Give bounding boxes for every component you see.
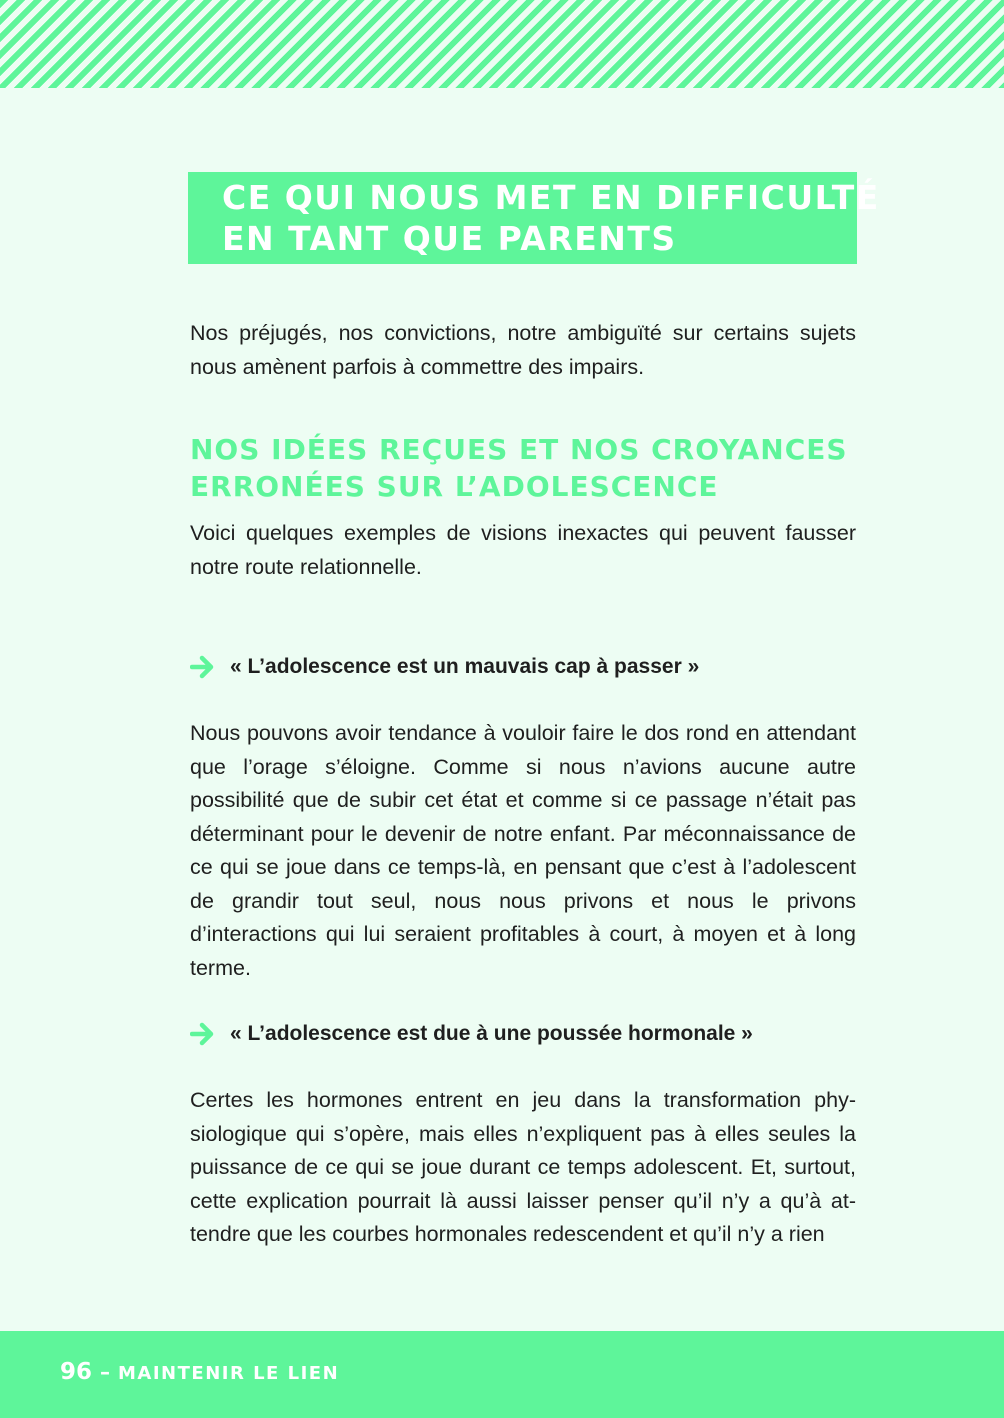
intro-paragraph: Nos préjugés, nos convictions, notre ambiguïté sur certains sujets nous amènent parfois à commettre des impairs. xyxy=(190,321,856,379)
section-heading-line-1: NOS IDÉES REÇUES ET NOS CROYANCES xyxy=(190,433,848,466)
belief-quote-2: « L’adolescence est due à une poussée hormonale » xyxy=(230,1022,753,1045)
chapter-title-box xyxy=(188,172,880,264)
belief-heading-1 xyxy=(190,650,856,684)
section-intro-paragraph: Voici quelques exemples de visions inexactes qui peuvent fausser notre route relationnelle. xyxy=(190,521,856,579)
arrow-right-icon xyxy=(190,1022,216,1046)
chapter-name: MAINTENIR LE LIEN xyxy=(118,1363,340,1384)
page-footer xyxy=(0,1331,1004,1418)
footer-label xyxy=(60,1359,339,1385)
decorative-stripe-band xyxy=(0,0,1004,88)
chapter-title-line-2: EN TANT QUE PARENTS xyxy=(222,219,677,258)
belief-quote-1: « L’adolescence est un mauvais cap à passer » xyxy=(230,655,700,678)
section-heading-line-2: ERRONÉES SUR L’ADOLESCENCE xyxy=(190,470,719,503)
footer-separator: – xyxy=(100,1360,111,1384)
chapter-title-line-1: CE QUI NOUS MET EN DIFFICULTÉ xyxy=(222,178,880,217)
belief-paragraph-2: Certes les hormones entrent en jeu dans la transformation physiologique qui s’opère, mais elles n’expliquent pas à elles seules la puissance de ce qui se joue durant ce temps adolescent. Et, surtout, cette explication pourrait là aussi laisser penser qu’il n’y a qu’à attendre que les courbes hormonales redescendent et qu’il n’y a rien xyxy=(190,1088,856,1246)
belief-paragraph-1: Nous pouvons avoir tendance à vouloir faire le dos rond en attendant que l’orage s’éloigne. Comme si nous n’avions aucune autre possibilité que de subir cet état et comme si ce passage n’était pas déterminant pour le devenir de notre enfant. Par méconnaissance de ce qui se joue dans ce temps-là, en pensant que c’est à l’adolescent de grandir tout seul, nous nous privons et nous le privons d’interactions qui lui seraient profitables à court, à moyen et à long terme. xyxy=(190,721,856,980)
page-number: 96 xyxy=(60,1359,93,1385)
section-heading xyxy=(190,431,856,505)
belief-heading-2 xyxy=(190,1017,856,1051)
arrow-right-icon xyxy=(190,655,216,679)
